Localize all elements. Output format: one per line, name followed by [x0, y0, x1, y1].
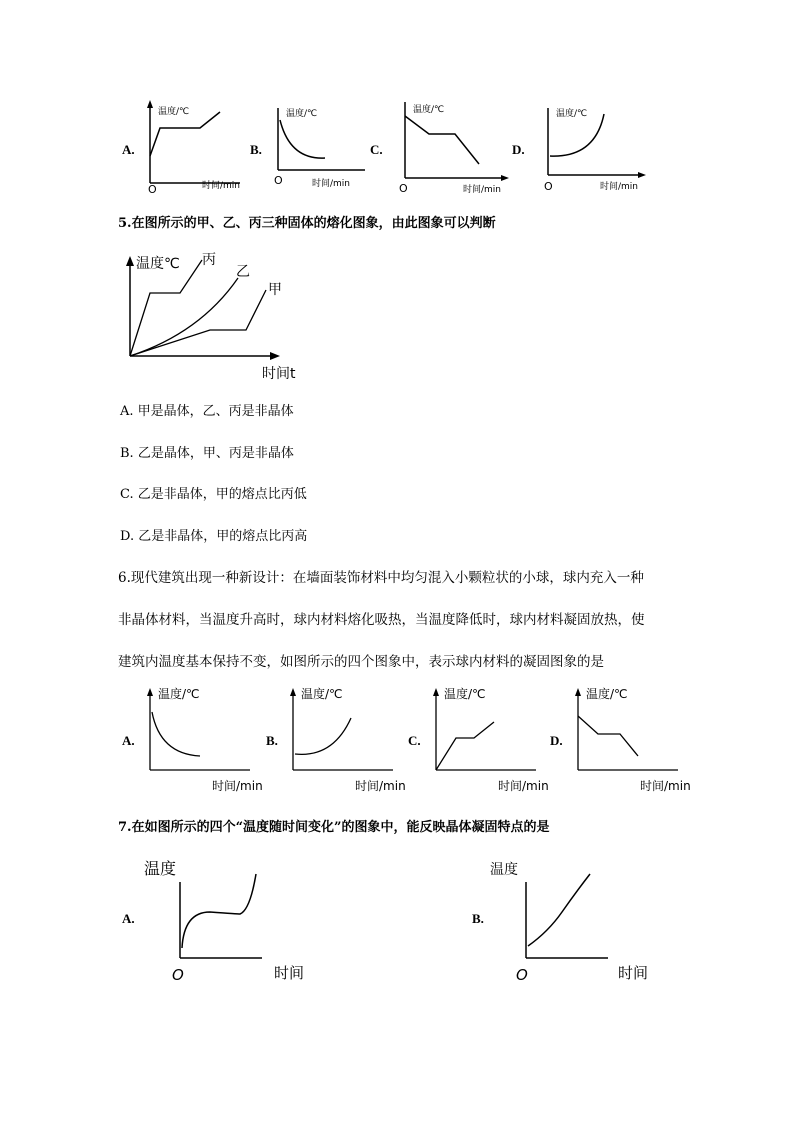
q6-graph-b: [283, 684, 413, 794]
q4-option-d-letter: D.: [512, 142, 525, 157]
q6-c-ylabel: 温度/℃: [444, 687, 486, 701]
q6-d-xlabel: 时间/min: [640, 779, 691, 793]
q4-a-xlabel: 时间/min: [202, 181, 241, 191]
q4-c-origin: O: [399, 182, 408, 195]
q7-a-xlabel: 时间: [274, 964, 305, 982]
q6-line-1: 6.现代建筑出现一种新设计：在墙面装饰材料中均匀混入小颗粒状的小球，球内充入一种: [118, 570, 644, 586]
series-jia-line: [130, 290, 266, 356]
q4-a-origin: O: [148, 183, 157, 196]
q5-stem: 5.在图所示的甲、乙、丙三种固体的熔化图象，由此图象可以判断: [118, 216, 496, 231]
q4-d-ylabel: 温度/℃: [556, 109, 588, 119]
q7-a-ylabel: 温度: [144, 859, 177, 878]
q6-option-c-letter: C.: [408, 733, 421, 748]
q6-c-xlabel: 时间/min: [498, 779, 549, 793]
q4-d-origin: O: [544, 180, 553, 193]
q6-a-ylabel: 温度/℃: [158, 687, 200, 701]
q6-option-b-letter: B.: [266, 733, 278, 748]
q4-option-b-letter: B.: [250, 142, 262, 157]
q7-b-xlabel: 时间: [618, 964, 649, 982]
q5-melting-graph: [120, 248, 320, 383]
q6-option-a-letter: A.: [122, 733, 135, 748]
q4-graph-d: [540, 100, 650, 195]
q7-b-ylabel: 温度: [490, 862, 518, 878]
q6-b-xlabel: 时间/min: [355, 779, 406, 793]
q4-option-a-letter: A.: [122, 142, 135, 157]
series-yi-line: [130, 278, 238, 356]
q7-b-origin: O: [516, 966, 528, 984]
q7-option-b-letter: B.: [472, 911, 484, 926]
q7-graph-b: [488, 852, 658, 987]
q4-c-ylabel: 温度/℃: [413, 105, 445, 115]
q6-d-ylabel: 温度/℃: [586, 687, 628, 701]
q6-option-d-letter: D.: [550, 733, 563, 748]
q5-answer-c: C. 乙是非晶体，甲的熔点比丙低: [120, 487, 307, 502]
q4-b-ylabel: 温度/℃: [286, 109, 318, 119]
q4-d-xlabel: 时间/min: [600, 182, 639, 192]
q5-answer-d: D. 乙是非晶体，甲的熔点比丙高: [120, 529, 308, 544]
q6-a-xlabel: 时间/min: [212, 779, 263, 793]
q6-line-3: 建筑内温度基本保持不变，如图所示的四个图象中，表示球内材料的凝固图象的是: [118, 654, 604, 670]
q5-label-jia: 甲: [268, 282, 282, 298]
q4-b-origin: O: [274, 174, 283, 187]
q5-label-bing: 丙: [202, 252, 216, 268]
q5-ylabel: 温度℃: [136, 256, 180, 272]
q6-b-ylabel: 温度/℃: [301, 687, 343, 701]
q7-option-a-letter: A.: [122, 911, 135, 926]
q5-label-yi: 乙: [236, 264, 250, 280]
q6-graph-d: [568, 684, 698, 794]
q4-graph-a: [140, 98, 250, 196]
q5-answer-a: A. 甲是晶体，乙、丙是非晶体: [120, 404, 294, 419]
q7-graph-a: [140, 852, 310, 987]
q4-c-xlabel: 时间/min: [463, 185, 502, 195]
q7-a-origin: O: [172, 966, 184, 984]
q4-a-ylabel: 温度/℃: [158, 107, 190, 117]
q6-graph-a: [140, 684, 270, 794]
q6-graph-c: [426, 684, 556, 794]
q4-option-c-letter: C.: [370, 142, 383, 157]
q5-answer-b: B. 乙是晶体，甲、丙是非晶体: [120, 446, 294, 461]
q5-xlabel: 时间t: [262, 366, 296, 382]
q4-graph-c: [395, 98, 515, 193]
q4-graph-b: [270, 100, 380, 195]
q7-stem: 7.在如图所示的四个“温度随时间变化”的图象中，能反映晶体凝固特点的是: [118, 820, 550, 835]
q6-line-2: 非晶体材料，当温度升高时，球内材料熔化吸热，当温度降低时，球内材料凝固放热，使: [118, 612, 645, 628]
q4-b-xlabel: 时间/min: [312, 179, 351, 189]
